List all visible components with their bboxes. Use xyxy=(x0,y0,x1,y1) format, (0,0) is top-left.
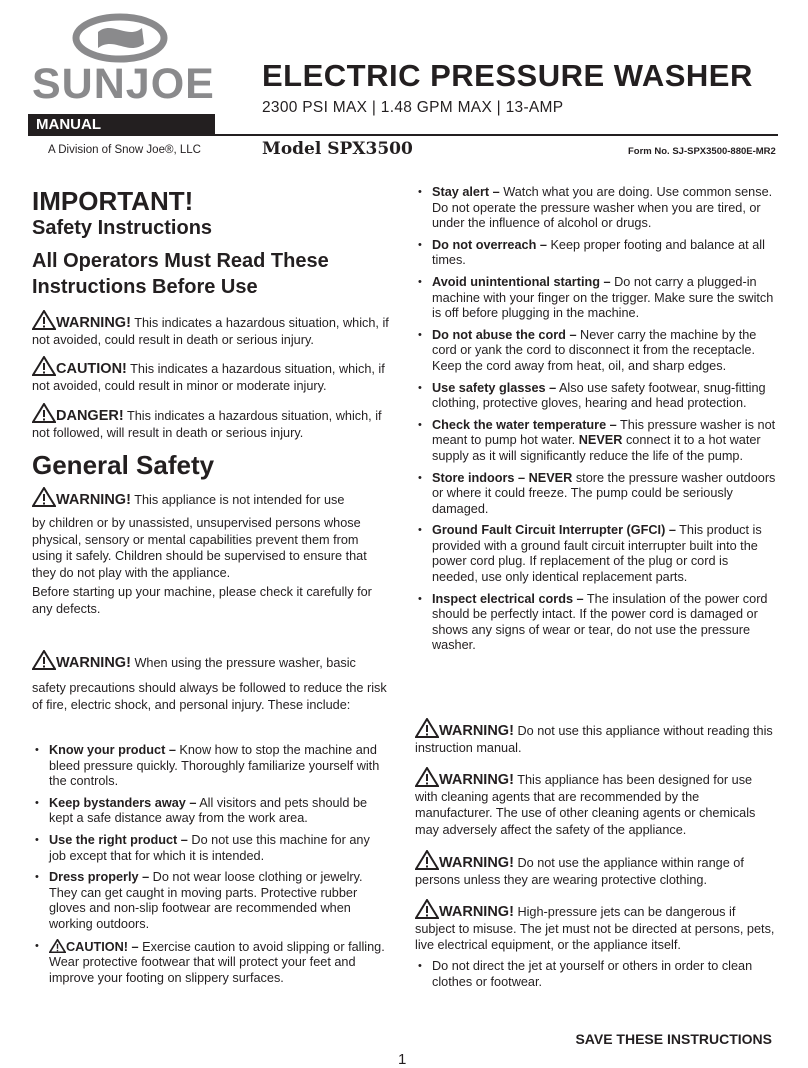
jet-bullet-list xyxy=(415,959,777,996)
product-specs: 2300 PSI MAX | 1.48 GPM MAX | 13-AMP xyxy=(262,99,564,116)
general-safety-paragraph: by children or by unassisted, unsupervised persons whose physical, sensory or mental capabilities prevent them from using it safely. Children should be supervised to ensure that they do not play with the appliance. xyxy=(32,516,367,580)
warning-label: WARNING! xyxy=(56,655,131,671)
danger-definition xyxy=(32,403,392,441)
product-title: ELECTRIC PRESSURE WASHER xyxy=(262,58,753,93)
caution-label: CAUTION! xyxy=(56,361,127,377)
warning-label: WARNING! xyxy=(439,855,514,871)
danger-label: DANGER! xyxy=(56,408,124,424)
list-item: • Know your product – Know how to stop the machine and bleed pressure quickly. Thoroughly familiarize yourself with the controls. xyxy=(32,743,390,790)
warning-triangle-icon xyxy=(415,767,439,787)
important-heading: IMPORTANT! xyxy=(32,186,194,216)
list-item: • Do not overreach – Keep proper footing and balance at all times. xyxy=(415,238,777,269)
warning-label: WARNING! xyxy=(56,315,131,331)
basic-precautions-paragraph: safety precautions should always be followed to reduce the risk of fire, electric shock, and personal injury. These include: xyxy=(32,681,387,712)
caution-definition xyxy=(32,356,392,394)
caution-triangle-icon xyxy=(32,356,56,376)
warning-text: This appliance is not intended for use xyxy=(130,493,345,507)
cleaning-agents-warning xyxy=(415,767,775,838)
list-item: • Use the right product – Do not use this machine for any job except that for which it is intended. xyxy=(32,833,390,864)
manual-label: MANUAL xyxy=(28,114,215,136)
list-item: • Stay alert – Watch what you are doing. Use common sense. Do not operate the pressure washer when you are tired, or under the influence of alcohol or drugs. xyxy=(415,185,777,232)
save-instructions: SAVE THESE INSTRUCTIONS xyxy=(575,1031,772,1047)
sunjoe-logo xyxy=(28,10,218,110)
list-item: • Use safety glasses – Also use safety footwear, snug-fitting clothing, protective gloves, hearing and head protection. xyxy=(415,381,777,412)
all-operators-line2: Instructions Before Use xyxy=(32,276,258,298)
page-number: 1 xyxy=(398,1051,407,1068)
danger-text: This indicates a hazardous situation, which, if not followed, will result in death or serious injury. xyxy=(32,409,382,440)
warning-text: High-pressure jets can be dangerous if subject to misuse. The jet must not be directed at persons, pets, live electrical equipment, or the appliance itself. xyxy=(415,905,775,952)
warning-label: WARNING! xyxy=(439,723,514,739)
warning-triangle-icon xyxy=(32,650,56,670)
check-machine-paragraph: Before starting up your machine, please check it carefully for any defects. xyxy=(32,585,372,616)
danger-triangle-icon xyxy=(32,403,56,423)
read-manual-warning xyxy=(415,718,775,756)
list-item: • Store indoors – NEVER store the pressure washer outdoors or where it could freeze. The pump could be seriously damaged. xyxy=(415,471,777,518)
left-bullet-list xyxy=(32,743,390,992)
warning-text: Do not use the appliance within range of persons unless they are wearing protective clothing. xyxy=(415,856,744,887)
warning-triangle-icon xyxy=(32,310,56,330)
caution-text: This indicates a hazardous situation, which, if not avoided, could result in minor or moderate injury. xyxy=(32,362,385,393)
list-item: • Dress properly – Do not wear loose clothing or jewelry. They can get caught in moving parts. Protective rubber gloves and non-slip footwear are recommended when working outdoors. xyxy=(32,870,390,932)
warning-triangle-icon xyxy=(415,899,439,919)
warning-label: WARNING! xyxy=(439,904,514,920)
list-item: • Avoid unintentional starting – Do not carry a plugged-in machine with your finger on the trigger. Make sure the switch is off before plugging in the machine. xyxy=(415,275,777,322)
list-item: • Ground Fault Circuit Interrupter (GFCI) – This product is provided with a ground fault circuit interrupter built into the power cord plug. If replacement of the plug or cord is needed, use only identical replacement parts. xyxy=(415,523,777,585)
warning-text: This indicates a hazardous situation, which, if not avoided, could result in death or serious injury. xyxy=(32,316,389,347)
list-item: • Do not direct the jet at yourself or others in order to clean clothes or footwear. xyxy=(415,959,777,990)
high-pressure-warning xyxy=(415,899,775,954)
list-item: • Inspect electrical cords – The insulation of the power cord should be perfectly intact. If the power cord is damaged or shows any signs of wear or tear, do not use the pressure washer. xyxy=(415,592,777,654)
list-item: • Check the water temperature – This pressure washer is not meant to pump hot water. NEVER connect it to a hot water supply as it will significantly reduce the life of the pump. xyxy=(415,418,777,465)
general-safety-warning xyxy=(32,487,392,509)
form-number: Form No. SJ-SPX3500-880E-MR2 xyxy=(628,146,776,157)
warning-triangle-icon xyxy=(415,718,439,738)
warning-label: WARNING! xyxy=(56,492,131,508)
list-item: • Do not abuse the cord – Never carry the machine by the cord or yank the cord to disconnect it from the receptacle. Keep the cord away from heat, oil, and sharp edges. xyxy=(415,328,777,375)
all-operators-line1: All Operators Must Read These xyxy=(32,250,329,272)
warning-triangle-icon xyxy=(415,850,439,870)
basic-precautions-warning xyxy=(32,650,392,672)
protective-clothing-warning xyxy=(415,850,775,888)
header-rule xyxy=(215,134,778,136)
warning-text: Do not use this appliance without reading this instruction manual. xyxy=(415,724,773,755)
warning-label: WARNING! xyxy=(439,772,514,788)
all-operators-heading xyxy=(32,248,392,300)
right-bullet-list xyxy=(415,185,777,660)
model-number: Model SPX3500 xyxy=(262,139,413,159)
warning-text: When using the pressure washer, basic xyxy=(130,656,356,670)
general-safety-heading: General Safety xyxy=(32,450,215,480)
warning-text: This appliance has been designed for use with cleaning agents that are recommended by the manufacturer. The use of other cleaning agents or chemicals may adversely affect the safety of the appliance. xyxy=(415,773,756,837)
caution-triangle-icon xyxy=(49,939,66,953)
logo-text: SUNJOE xyxy=(32,60,215,108)
list-item: • CAUTION! – Exercise caution to avoid slipping or falling. Wear protective footwear that will protect your feet and improve your footing on slippery surfaces. xyxy=(32,939,390,987)
division-text: A Division of Snow Joe®, LLC xyxy=(48,144,201,156)
list-item: • Keep bystanders away – All visitors and pets should be kept a safe distance away from the work area. xyxy=(32,796,390,827)
safety-instructions-heading: Safety Instructions xyxy=(32,217,213,239)
warning-definition xyxy=(32,310,392,348)
warning-triangle-icon xyxy=(32,487,56,507)
